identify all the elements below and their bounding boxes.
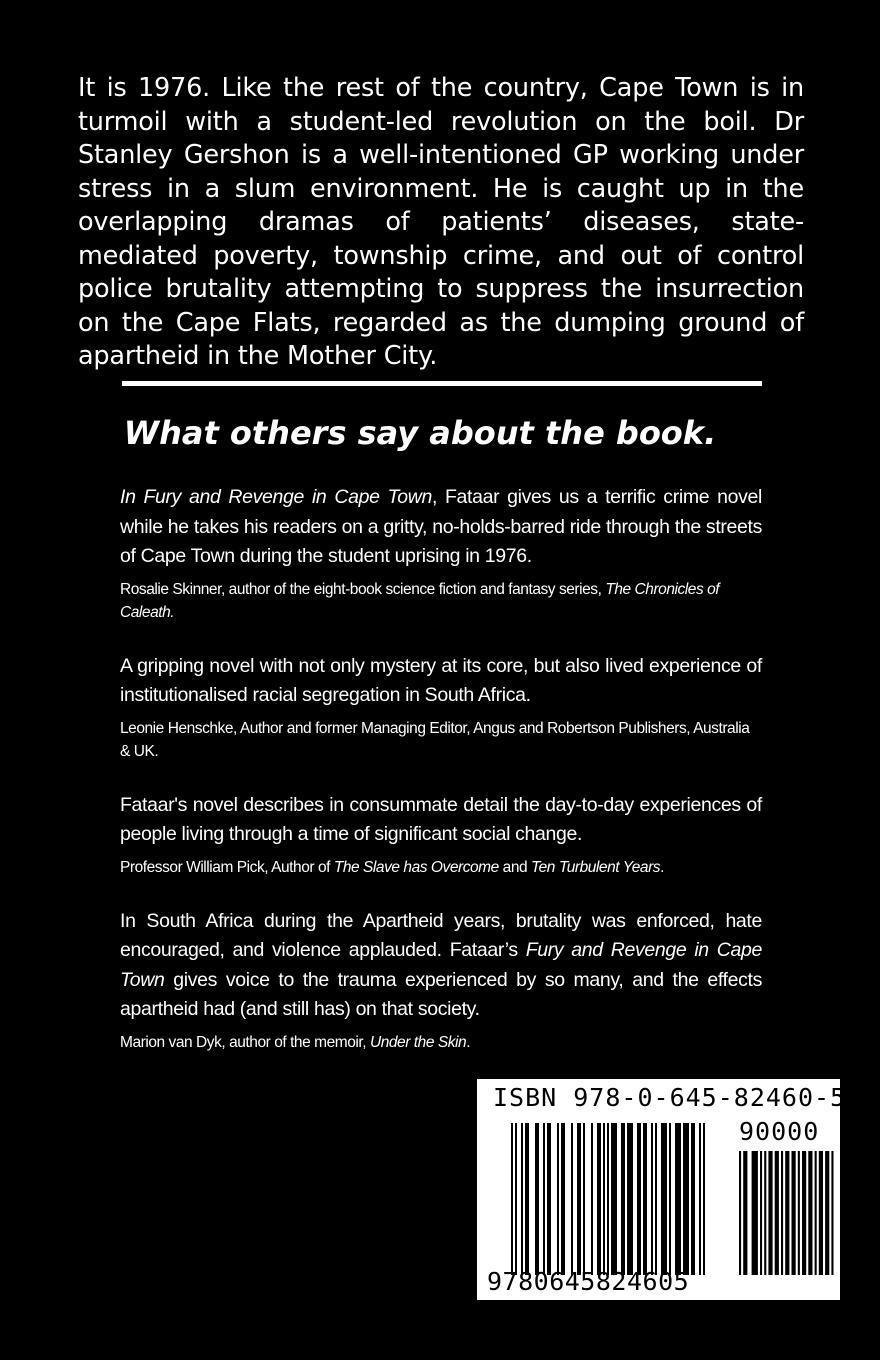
barcode-bar [691,1123,695,1275]
barcode-bar [760,1151,762,1275]
barcode-bar [651,1123,653,1275]
ean-digits: 9780645824605 [487,1267,690,1296]
barcode-bar [781,1151,783,1275]
barcode-bar [515,1123,517,1275]
work-title: The Slave has Overcome [333,858,499,876]
barcode-bar [525,1123,529,1275]
quote-text: In South Africa during the Apartheid years, brutality was enforced, hate encouraged, and violence applauded. Fataar’s [120,909,762,961]
barcode-bar [703,1123,705,1275]
work-title: Under the Skin [369,1033,467,1051]
barcode-bar [699,1123,701,1275]
isbn-label: ISBN 978-0-645-82460-5 [493,1083,847,1112]
quote-text: gives voice to the trauma experienced by so many, and the effects apartheid had (and still has) on that society. [120,968,762,1020]
review-1 [120,483,762,624]
barcode-bar [815,1151,817,1275]
barcode-bar [764,1151,766,1275]
review-quote [120,907,762,1025]
review-attribution [120,1031,762,1054]
review-4 [120,907,762,1054]
reviews-heading: What others say about the book. [123,414,717,452]
attribution-text: and [498,858,532,876]
barcode-bar [661,1123,667,1275]
barcode-bar [819,1151,823,1275]
price-addon-digits: 90000 [739,1117,820,1146]
book-title: In Fury and Revenge in Cape Town [120,486,432,508]
barcode-bar [583,1123,585,1275]
barcode-bar [768,1151,772,1275]
divider-rule [122,381,762,386]
review-quote: Fataar's novel describes in consummate detail the day-to-day experiences of people living through a time of significant social change. [120,793,762,845]
barcode-bar [521,1123,523,1275]
barcode-bar [831,1151,833,1275]
barcode-bar [561,1123,565,1275]
back-cover-blurb: It is 1976. Like the rest of the country, Cape Town is in turmoil with a student-led revolution on the boil. Dr Stanley Gershon is a well-intentioned GP working under stress in a slum environment. He is caught up in the overlapping dramas of patients’ diseases, state-mediated poverty, township crime, and out of control police brutality attempting to suppress the insurrection on the Cape Flats, regarded as the dumping ground of apartheid in the Mother City. [78,73,804,371]
barcode-bar [808,1151,812,1275]
barcode-bar [611,1123,617,1275]
barcode-bar [785,1151,789,1275]
barcode-bar [655,1123,657,1275]
barcode-bar [597,1123,601,1275]
barcode-bar [775,1151,779,1275]
attribution-text: Professor William Pick, Author of [120,858,334,876]
barcode-bar [643,1123,647,1275]
review-3 [120,791,762,879]
barcode-bar [591,1123,593,1275]
barcode-bar [752,1151,758,1275]
barcode-bar [825,1151,829,1275]
book-title: Fury and Revenge in Cape Town [120,939,762,991]
review-2 [120,652,762,763]
barcode-bar [627,1123,633,1275]
work-title: The Chronicles of Caleath. [120,580,720,621]
barcode-bar [792,1151,796,1275]
quote-text: , Fataar gives us a terrific crime novel while he takes his readers on a gritty, no-holds-barred ride through the streets of Cape Town during the student uprising in 1976. [120,486,762,567]
review-quote: A gripping novel with not only mystery at its core, but also lived experience of institutionalised racial segregation in South Africa. [120,654,762,706]
attribution-text: . [466,1033,471,1051]
isbn-barcode [477,1079,847,1300]
barcode-bar [675,1123,681,1275]
barcode-bar [511,1123,513,1275]
barcode-bar [571,1123,573,1275]
barcode-bar [798,1151,800,1275]
barcode-bar [621,1123,625,1275]
review-attribution [120,856,762,879]
review-attribution: Leonie Henschke, Author and former Managing Editor, Angus and Robertson Publishers, Australia & UK. [120,719,750,760]
barcode-bar [603,1123,605,1275]
attribution-text: Marion van Dyk, author of the memoir, [120,1033,370,1051]
work-title: Ten Turbulent Years [531,858,661,876]
attribution-text: Rosalie Skinner, author of the eight-book science fiction and fantasy series, [120,580,606,598]
attribution-text: . [660,858,664,876]
barcode-bar [683,1123,689,1275]
barcode-bar [802,1151,806,1275]
review-attribution [120,578,762,624]
barcode-bar [607,1123,609,1275]
review-quote [120,483,762,572]
barcode-bar [535,1123,539,1275]
barcode-bar [743,1151,747,1275]
barcode-bar [543,1123,545,1275]
barcode-bar [577,1123,581,1275]
barcode-bar [557,1123,559,1275]
barcode-bar [637,1123,641,1275]
barcode-bar [739,1151,741,1275]
reviews-section [120,483,762,1082]
barcode-bar [547,1123,551,1275]
barcode-bar [669,1123,671,1275]
